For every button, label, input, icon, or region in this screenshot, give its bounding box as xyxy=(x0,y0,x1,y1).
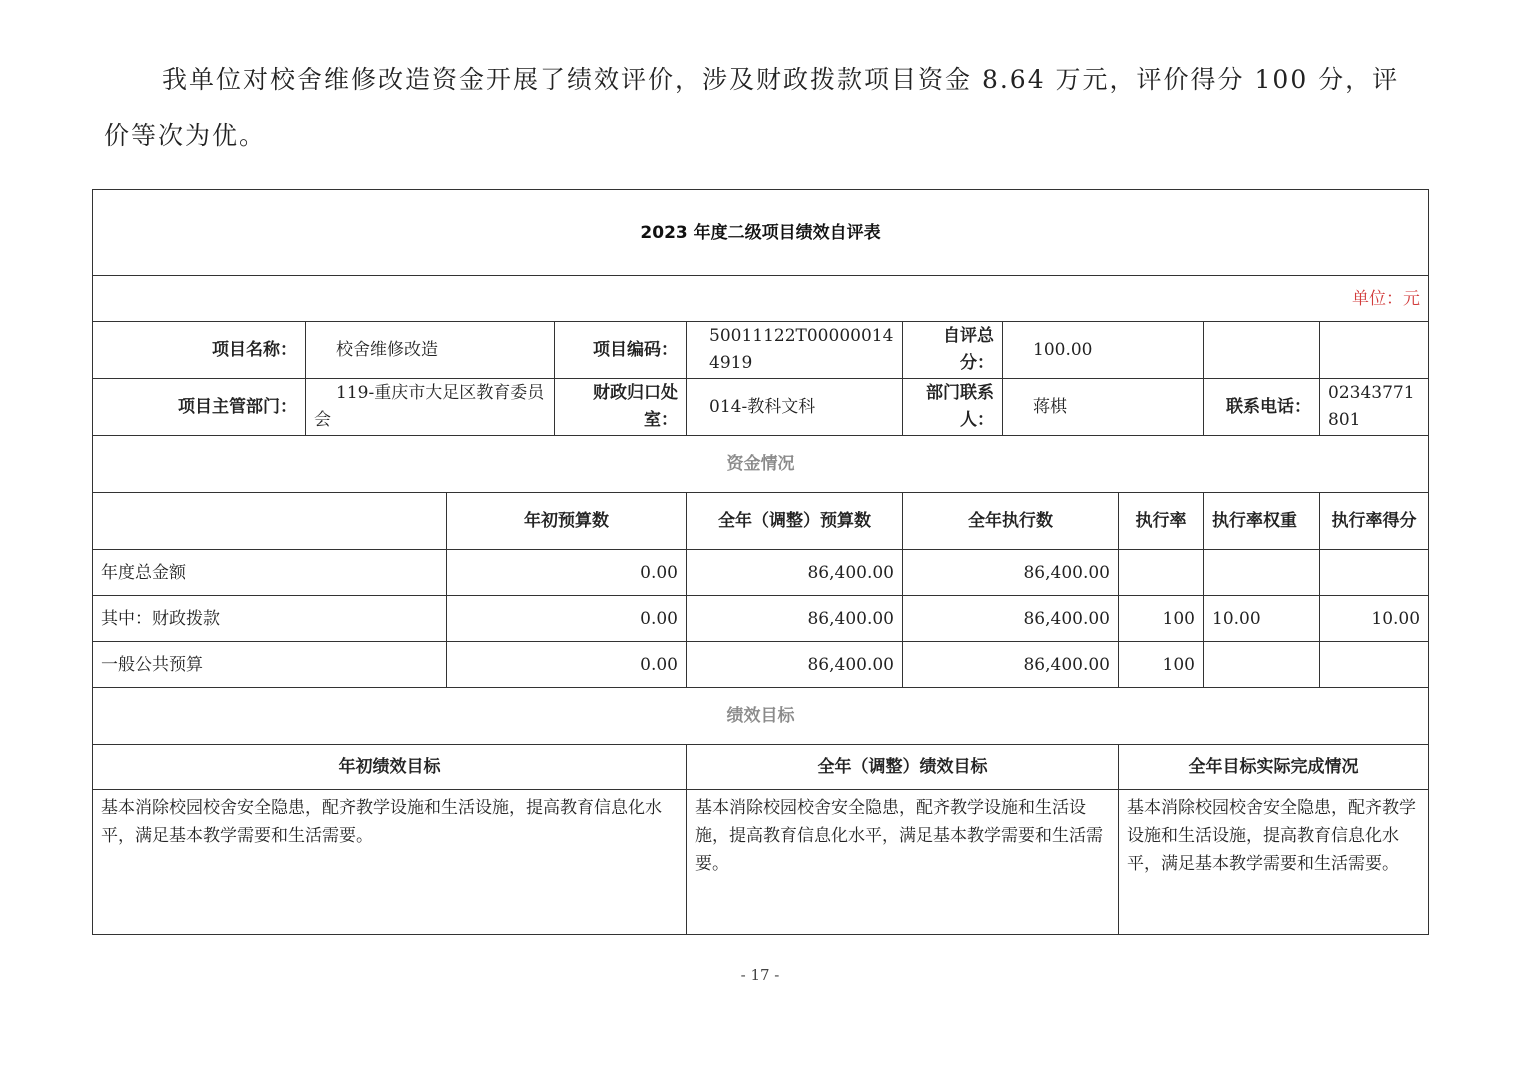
intro-paragraph xyxy=(104,52,1424,164)
executed-value: 86,400.00 xyxy=(903,642,1119,688)
initial-goal-text: 基本消除校园校舍安全隐患，配齐教学设施和生活设施，提高教育信息化水平，满足基本教学需要和生活需要。 xyxy=(93,790,687,935)
adjusted-goal-text: 基本消除校园校舍安全隐患，配齐教学设施和生活设施，提高教育信息化水平，满足基本教学需要和生活需要。 xyxy=(687,790,1119,935)
header-initial-goal: 年初绩效目标 xyxy=(93,745,687,790)
execution-rate-value: 100 xyxy=(1119,642,1204,688)
project-name-label: 项目名称： xyxy=(93,322,306,379)
header-adjusted-goal: 全年（调整）绩效目标 xyxy=(687,745,1119,790)
execution-rate-value: 100 xyxy=(1119,596,1204,642)
header-adjusted-budget: 全年（调整）预算数 xyxy=(687,493,903,550)
initial-budget-value: 0.00 xyxy=(447,642,687,688)
finance-office-value: 014-教科文科 xyxy=(687,379,903,436)
contact-person-value: 蒋棋 xyxy=(1003,379,1204,436)
project-code-value: 50011122T000000144919 xyxy=(687,322,903,379)
table-title: 2023 年度二级项目绩效自评表 xyxy=(93,190,1429,276)
performance-table xyxy=(92,189,1429,935)
phone-label: 联系电话： xyxy=(1204,379,1320,436)
initial-budget-value: 0.00 xyxy=(447,596,687,642)
empty-cell xyxy=(1204,322,1320,379)
phone-value: 02343771801 xyxy=(1320,379,1429,436)
adjusted-budget-value: 86,400.00 xyxy=(687,642,903,688)
project-code-label: 项目编码： xyxy=(555,322,687,379)
funds-section-title: 资金情况 xyxy=(93,436,1429,493)
row-label: 其中：财政拨款 xyxy=(93,596,447,642)
goals-section-title: 绩效目标 xyxy=(93,688,1429,745)
adjusted-budget-value: 86,400.00 xyxy=(687,550,903,596)
self-score-label: 自评总分： xyxy=(903,322,1003,379)
header-executed: 全年执行数 xyxy=(903,493,1119,550)
funds-header-blank xyxy=(93,493,447,550)
project-name-value: 校舍维修改造 xyxy=(306,322,555,379)
row-label: 一般公共预算 xyxy=(93,642,447,688)
table-row xyxy=(93,550,1429,596)
rate-weight-value xyxy=(1204,550,1320,596)
header-initial-budget: 年初预算数 xyxy=(447,493,687,550)
unit-label: 单位：元 xyxy=(93,276,1429,322)
finance-office-label: 财政归口处室： xyxy=(555,379,687,436)
table-row xyxy=(93,596,1429,642)
header-execution-rate: 执行率 xyxy=(1119,493,1204,550)
rate-score-value xyxy=(1320,550,1429,596)
intro-text: 我单位对校舍维修改造资金开展了绩效评价，涉及财政拨款项目资金 8.64 万元，评价得分 100 分，评价等次为优。 xyxy=(104,65,1400,150)
empty-cell xyxy=(1320,322,1429,379)
executed-value: 86,400.00 xyxy=(903,550,1119,596)
execution-rate-value xyxy=(1119,550,1204,596)
actual-completion-text: 基本消除校园校舍安全隐患，配齐教学设施和生活设施，提高教育信息化水平，满足基本教学需要和生活需要。 xyxy=(1119,790,1429,935)
header-actual-completion: 全年目标实际完成情况 xyxy=(1119,745,1429,790)
contact-person-label: 部门联系人： xyxy=(903,379,1003,436)
adjusted-budget-value: 86,400.00 xyxy=(687,596,903,642)
row-label: 年度总金额 xyxy=(93,550,447,596)
self-score-value: 100.00 xyxy=(1003,322,1204,379)
page-number: - 17 - xyxy=(740,966,780,984)
initial-budget-value: 0.00 xyxy=(447,550,687,596)
header-rate-weight: 执行率权重 xyxy=(1204,493,1320,550)
rate-weight-value: 10.00 xyxy=(1204,596,1320,642)
table-row xyxy=(93,642,1429,688)
header-rate-score: 执行率得分 xyxy=(1320,493,1429,550)
dept-label: 项目主管部门： xyxy=(93,379,306,436)
rate-score-value: 10.00 xyxy=(1320,596,1429,642)
dept-value: 119-重庆市大足区教育委员会 xyxy=(306,379,555,436)
rate-score-value xyxy=(1320,642,1429,688)
executed-value: 86,400.00 xyxy=(903,596,1119,642)
rate-weight-value xyxy=(1204,642,1320,688)
